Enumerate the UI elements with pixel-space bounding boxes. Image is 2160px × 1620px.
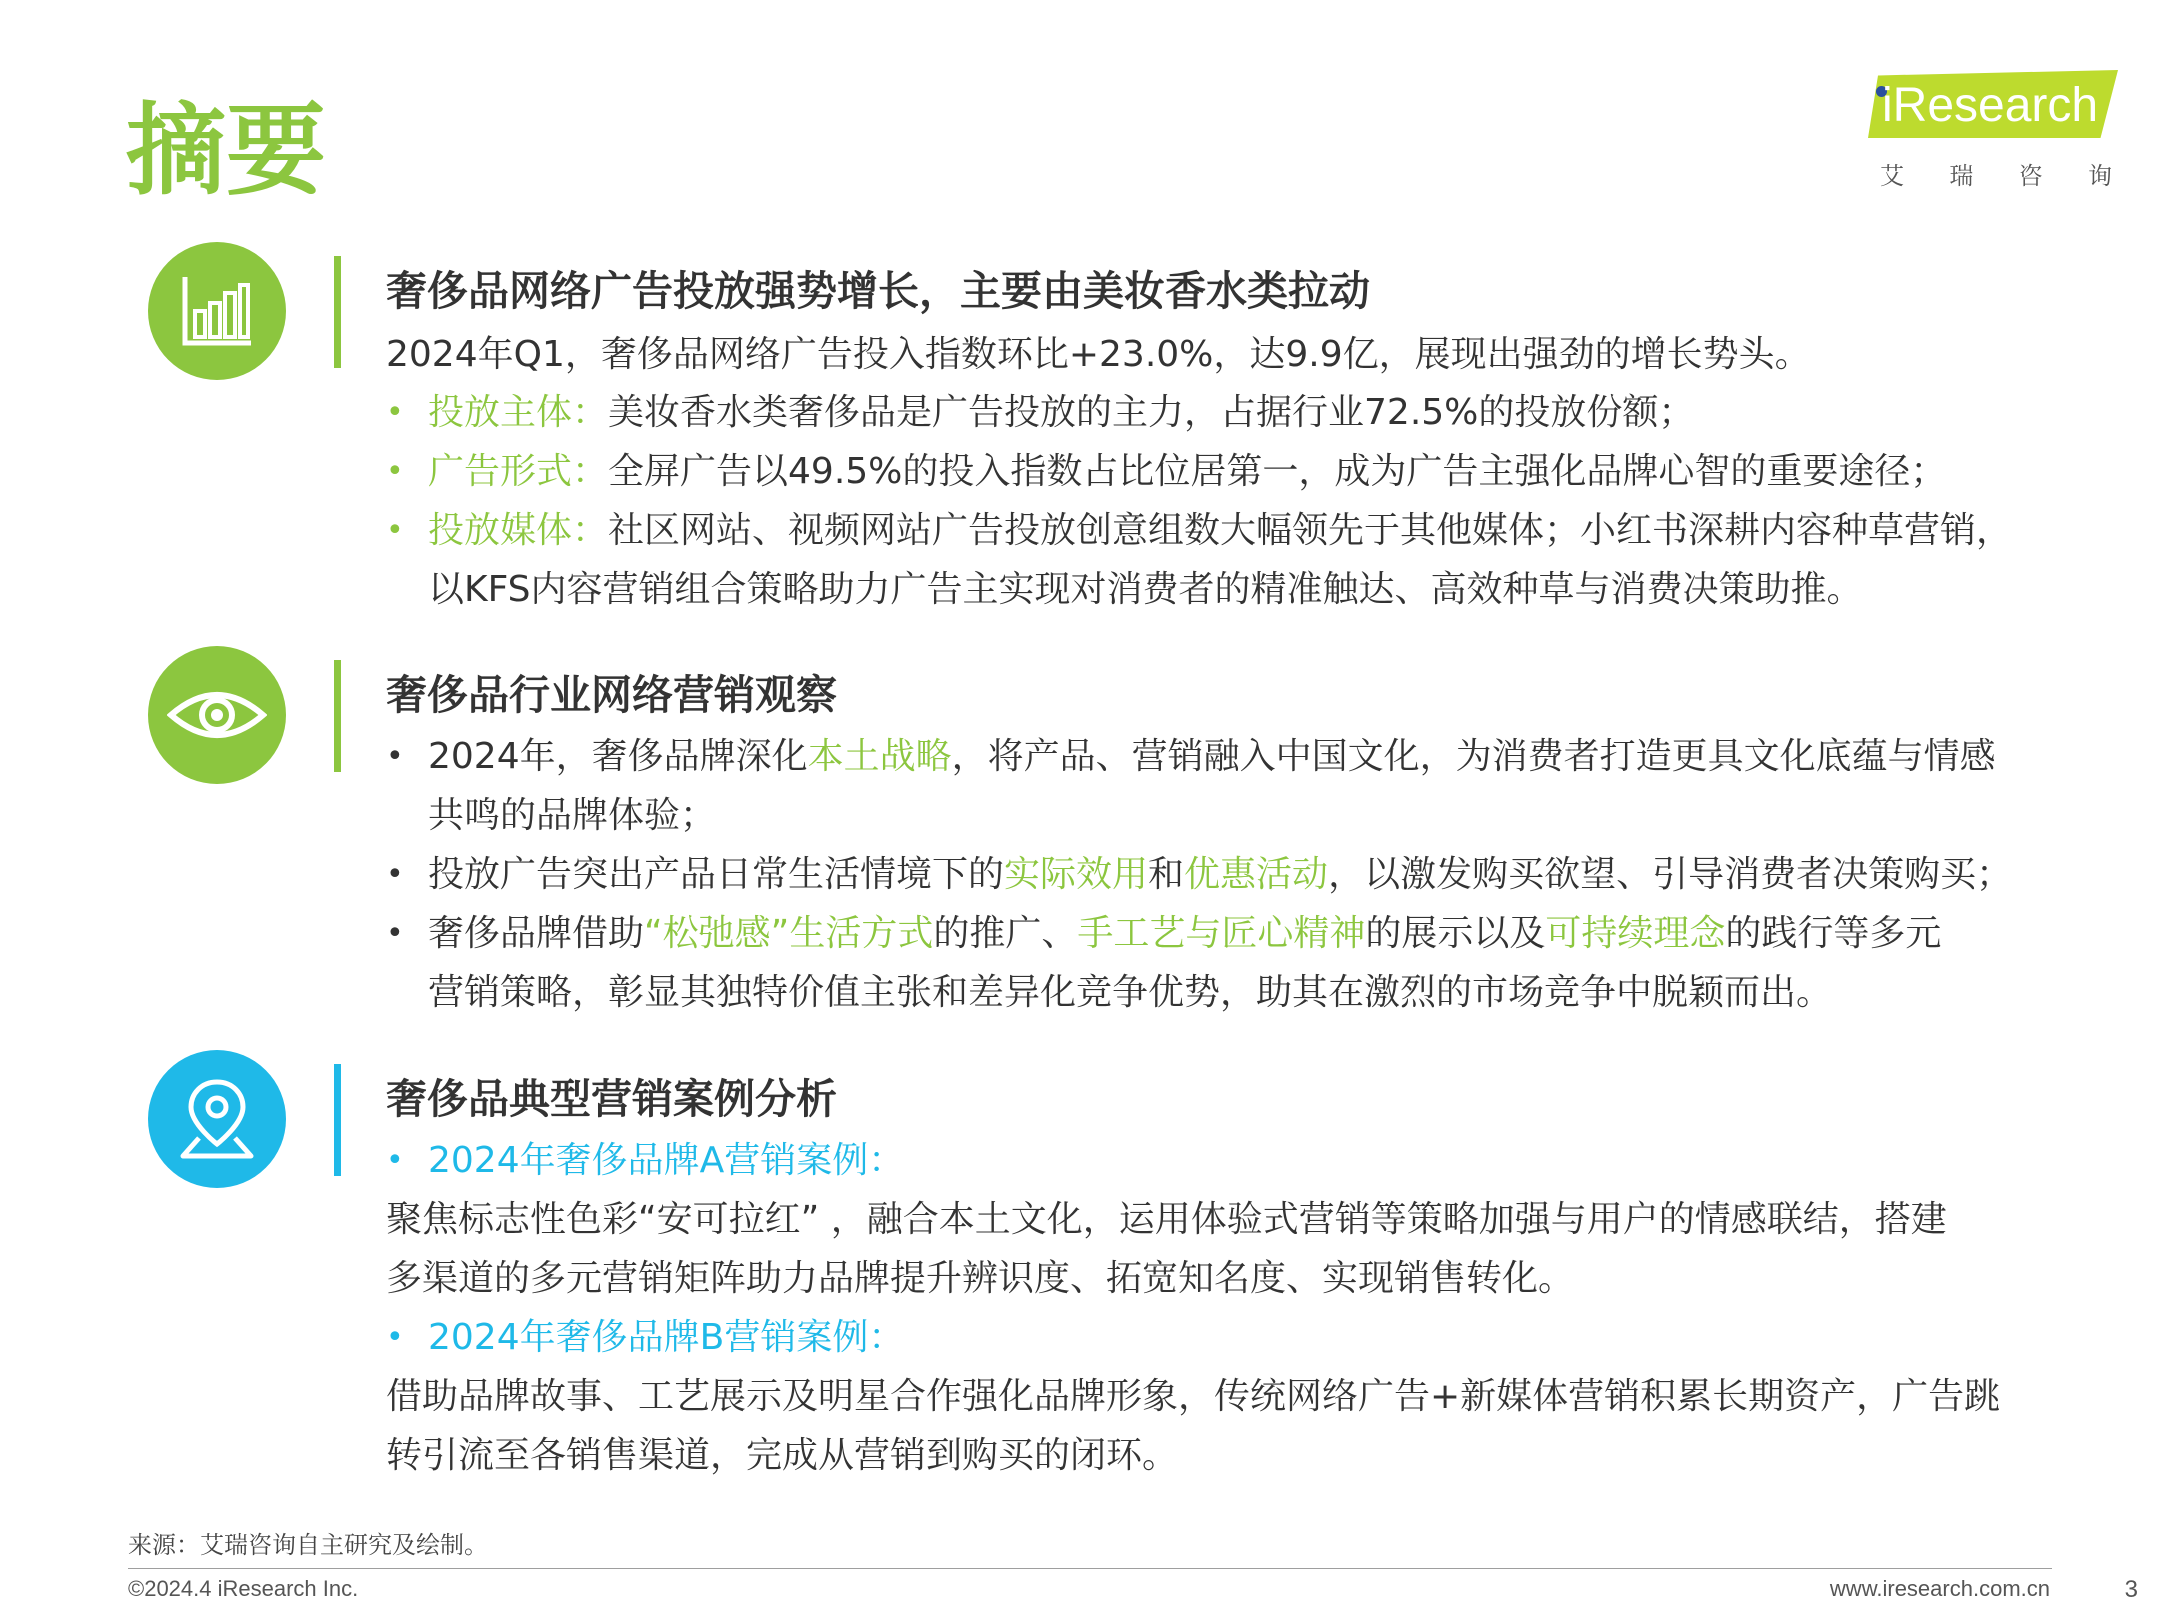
section-accent-bar [334, 1064, 341, 1176]
list-item: 广告形式：全屏广告以49.5%的投入指数占比位居第一，成为广告主强化品牌心智的重要途径； [428, 451, 1947, 492]
bullet-dot: • [386, 739, 404, 774]
bullet-dot: • [386, 1320, 404, 1355]
list-item-continuation: 共鸣的品牌体验； [428, 795, 717, 836]
bullet-dot: • [386, 857, 404, 892]
case-a-text: 聚焦标志性色彩“安可拉红” ，融合本土文化，运用体验式营销等策略加强与用户的情感联结，搭建 [386, 1199, 1947, 1240]
iresearch-logo [1868, 70, 2118, 190]
list-item: 2024年，奢侈品牌深化本土战略，将产品、营销融入中国文化，为消费者打造更具文化底蕴与情感 [428, 736, 1996, 777]
section-intro: 2024年Q1，奢侈品网络广告投入指数环比+23.0%，达9.9亿，展现出强劲的增长势头。 [386, 334, 1811, 375]
website-link[interactable]: www.iresearch.com.cn [1829, 1576, 2050, 1601]
case-b-label: 2024年奢侈品牌B营销案例： [428, 1317, 905, 1358]
logo-word: iResearch [1882, 79, 2099, 132]
bullet-dot: • [386, 513, 404, 548]
section-accent-bar [334, 256, 341, 368]
section-title: 奢侈品网络广告投放强势增长，主要由美妆香水类拉动 [386, 267, 1370, 315]
section-title: 奢侈品典型营销案例分析 [386, 1075, 837, 1123]
list-item-continuation: 营销策略，彰显其独特价值主张和差异化竞争优势，助其在激烈的市场竞争中脱颖而出。 [428, 972, 1833, 1013]
list-item: 奢侈品牌借助“松弛感”生活方式的推广、手工艺与匠心精神的展示以及可持续理念的践行等多元 [428, 913, 1942, 954]
list-item: 投放媒体：社区网站、视频网站广告投放创意组数大幅领先于其他媒体；小红书深耕内容种草营销， [428, 510, 2013, 551]
case-a-text: 多渠道的多元营销矩阵助力品牌提升辨识度、拓宽知名度、实现销售转化。 [386, 1258, 1575, 1299]
bar-chart-icon [148, 242, 286, 380]
page-number: 3 [2124, 1576, 2138, 1603]
section-title: 奢侈品行业网络营销观察 [386, 671, 837, 719]
list-item: 投放广告突出产品日常生活情境下的实际效用和优惠活动，以激发购买欲望、引导消费者决策购买； [428, 854, 2013, 895]
logo-chinese: 艾 瑞 咨 询 [1880, 162, 2112, 190]
case-a-label: 2024年奢侈品牌A营销案例： [428, 1140, 905, 1181]
page-title: 摘要 [126, 91, 326, 209]
copyright: ©2024.4 iResearch Inc. [128, 1576, 359, 1601]
bullet-dot: • [386, 1143, 404, 1178]
bullet-dot: • [386, 395, 404, 430]
case-b-text: 转引流至各销售渠道，完成从营销到购买的闭环。 [386, 1435, 1179, 1476]
bullet-dot: • [386, 454, 404, 489]
list-item: 投放主体：美妆香水类奢侈品是广告投放的主力，占据行业72.5%的投放份额； [428, 392, 1695, 433]
eye-icon [148, 646, 286, 784]
bullet-dot: • [386, 916, 404, 951]
location-pin-icon [148, 1050, 286, 1188]
section-accent-bar [334, 660, 341, 772]
case-b-text: 借助品牌故事、工艺展示及明星合作强化品牌形象，传统网络广告+新媒体营销积累长期资产，广告跳 [386, 1376, 2001, 1417]
footer-divider [128, 1568, 2052, 1569]
list-item-continuation: 以KFS内容营销组合策略助力广告主实现对消费者的精准触达、高效种草与消费决策助推。 [428, 569, 1863, 610]
source-note: 来源：艾瑞咨询自主研究及绘制。 [128, 1531, 488, 1559]
